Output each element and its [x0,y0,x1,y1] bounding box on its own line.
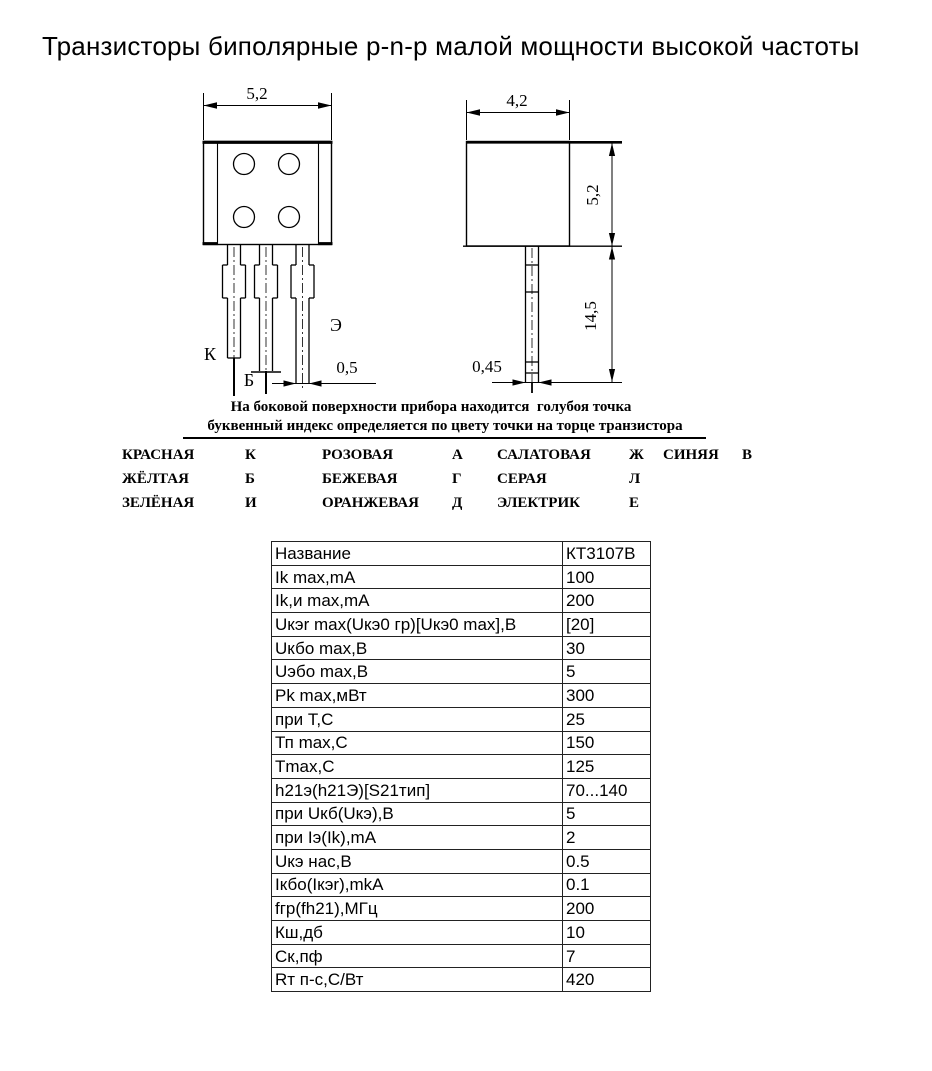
color-code-letter: Б [245,471,255,487]
param-header-row [272,542,651,566]
color-name: ОРАНЖЕВАЯ [322,495,419,511]
param-name-cell: Тп max,С [272,731,563,755]
emitter-lead [291,245,314,389]
param-name-cell: при Uкб(Uкэ),В [272,802,563,826]
param-name-cell: h21э(h21Э)[S21тип] [272,778,563,802]
dim-arrow-icon [513,379,526,385]
note-line-1: На боковой поверхности прибора находится голубоя точка [230,399,632,415]
param-row [272,826,651,850]
param-row [272,731,651,755]
dim-arrow-icon [309,380,322,386]
param-row [272,778,651,802]
param-name-cell: Кш,дб [272,921,563,945]
color-name: РОЗОВАЯ [322,447,394,463]
param-row [272,921,651,945]
param-row [272,873,651,897]
lead-thickness-dim-label: 0,45 [472,357,502,376]
param-value-cell: 100 [563,565,651,589]
param-name-cell: Iкбо(Iкэr),mkA [272,873,563,897]
emitter-lead-label: Э [330,315,342,335]
mounting-hole-icon [279,154,300,175]
color-name: САЛАТОВАЯ [497,447,591,463]
color-name: БЕЖЕВАЯ [322,471,398,487]
param-name-cell: Ik,и max,mA [272,589,563,613]
param-name-cell: при Iэ(Ik),mA [272,826,563,850]
note-rule [183,437,706,439]
param-name-cell: Pk max,мВт [272,684,563,708]
param-value-cell: 2 [563,826,651,850]
color-code-letter: Е [629,495,640,511]
collector-lead-label: К [203,344,217,364]
collector-lead [223,245,246,396]
param-value-cell: КТ3107В [563,542,651,566]
dim-arrow-icon [284,380,297,386]
color-name: КРАСНАЯ [122,447,195,463]
parameters-table-wrap [271,541,651,992]
param-value-cell: [20] [563,613,651,637]
param-value-cell: 0.5 [563,849,651,873]
base-lead [251,245,281,394]
param-name-cell: Rт п-с,С/Вт [272,968,563,992]
param-row [272,684,651,708]
color-code-letter: В [742,447,753,463]
param-row [272,589,651,613]
param-value-cell: 150 [563,731,651,755]
side-lead [526,246,539,393]
param-value-cell: 0.1 [563,873,651,897]
package-drawings [0,75,932,405]
color-code-letter: А [452,447,463,463]
param-name-cell: Tmax,С [272,755,563,779]
dim-arrow-icon [539,379,552,385]
param-name-cell: Uкбо max,В [272,636,563,660]
param-name-cell: Название [272,542,563,566]
side-view [463,91,622,393]
color-code-letter: Ж [629,447,644,463]
param-value-cell: 200 [563,589,651,613]
lead-pitch-dim-label: 0,5 [336,358,358,377]
base-lead-label: Б [243,370,255,390]
mounting-hole-icon [279,207,300,228]
param-row [272,944,651,968]
color-code-letter: Д [452,495,463,511]
param-value-cell: 5 [563,660,651,684]
param-row [272,897,651,921]
dim-arrow-icon [609,247,615,260]
mounting-hole-icon [234,154,255,175]
dim-arrow-icon [609,369,615,382]
color-code-letter: Г [452,471,462,487]
param-row [272,707,651,731]
dim-arrow-icon [318,102,332,108]
param-row [272,565,651,589]
color-name: СЕРАЯ [497,471,547,487]
color-name: ЗЕЛЁНАЯ [122,495,195,511]
lead-length-dim-label: 14,5 [581,301,600,331]
dim-arrow-icon [204,102,218,108]
mounting-hole-icon [234,207,255,228]
param-value-cell: 30 [563,636,651,660]
front-view [203,84,377,396]
color-code-letter: К [245,447,256,463]
param-value-cell: 25 [563,707,651,731]
param-row [272,849,651,873]
color-code-letter: Л [629,471,641,487]
param-value-cell: 300 [563,684,651,708]
param-value-cell: 7 [563,944,651,968]
param-name-cell: Uэбо max,В [272,660,563,684]
param-name-cell: fгр(fh21),МГц [272,897,563,921]
param-row [272,968,651,992]
param-value-cell: 200 [563,897,651,921]
param-row [272,660,651,684]
param-row [272,613,651,637]
dim-arrow-icon [556,109,570,115]
side-height-dim-label: 5,2 [583,184,602,206]
color-name: ЖЁЛТАЯ [122,471,189,487]
param-row [272,802,651,826]
dim-arrow-icon [467,109,481,115]
param-value-cell: 10 [563,921,651,945]
param-value-cell: 70...140 [563,778,651,802]
side-width-dim-label: 4,2 [506,91,528,110]
param-value-cell: 5 [563,802,651,826]
param-name-cell: при Т,С [272,707,563,731]
param-row [272,636,651,660]
param-row [272,755,651,779]
page-title: Транзисторы биполярные p-n-p малой мощности высокой частоты [42,31,860,61]
color-name: ЭЛЕКТРИК [497,495,580,511]
parameters-table [271,541,651,992]
param-name-cell: Uкэr max(Uкэ0 гр)[Uкэ0 max],В [272,613,563,637]
param-name-cell: Uкэ нас,В [272,849,563,873]
dim-arrow-icon [609,233,615,246]
param-name-cell: Ск,пф [272,944,563,968]
dim-arrow-icon [609,143,615,156]
front-width-dim-label: 5,2 [246,84,268,103]
param-name-cell: Ik max,mA [272,565,563,589]
param-value-cell: 420 [563,968,651,992]
param-value-cell: 125 [563,755,651,779]
note-line-2: буквенный индекс определяется по цвету точки на торце транзистора [207,418,683,434]
color-code-letter: И [245,495,257,511]
color-name: СИНЯЯ [663,447,719,463]
